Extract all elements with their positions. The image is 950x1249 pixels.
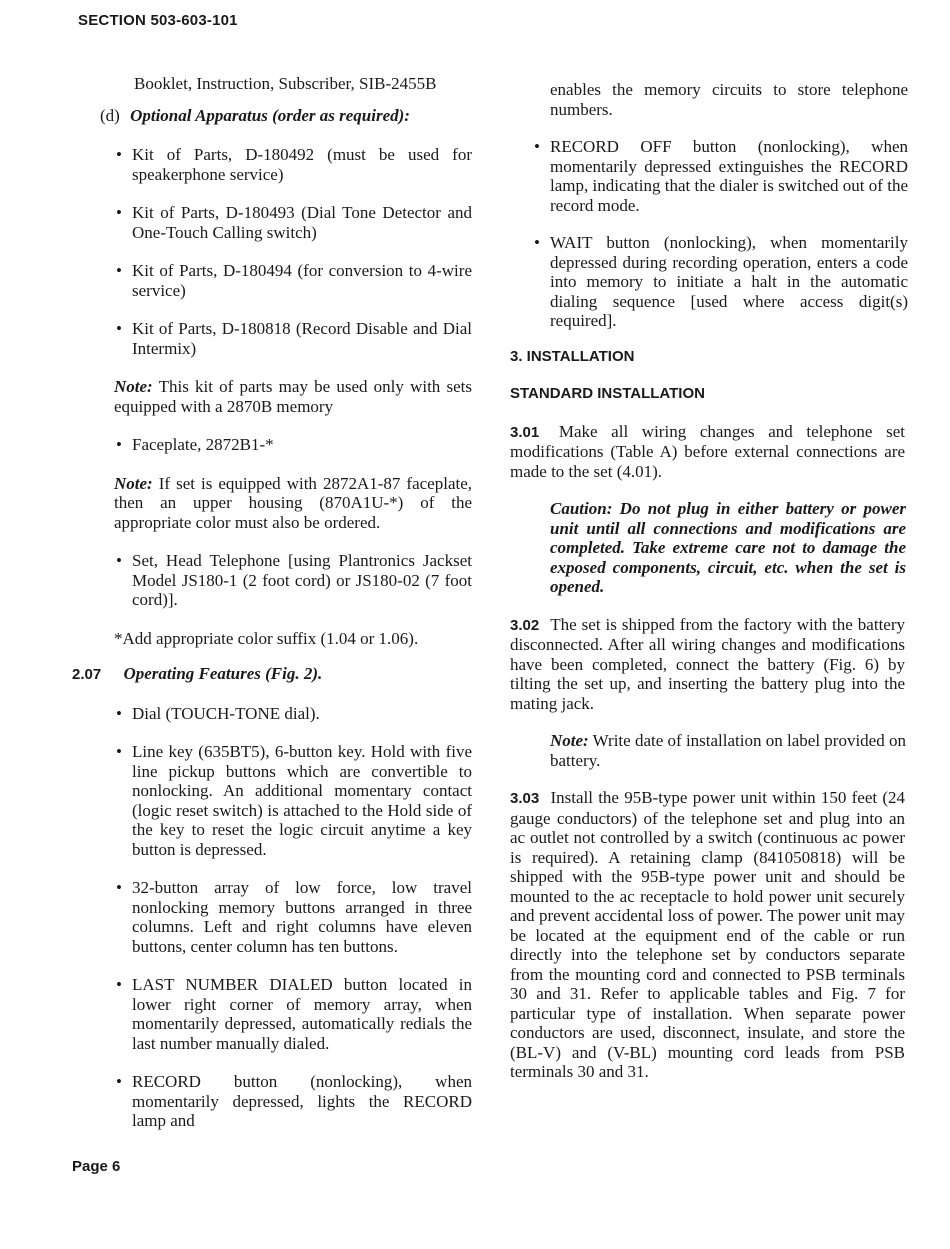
note-text: If set is equipped with 2872A1-87 faceplate, then an upper housing (870A1U-*) of the appropriate color must also be ordered.: [114, 473, 473, 532]
left-column: [72, 74, 482, 1131]
paragraph-3-03: [510, 788, 905, 1082]
paragraph-text: Make all wiring changes and telephone set modifications (Table A) before external connections are made to the set (4.01).: [510, 421, 905, 481]
caution-label: Caution:: [550, 499, 613, 518]
feature-item: • Line key (635BT5), 6-button key. Hold with five line pickup buttons which are convertible to nonlocking. An additional momentary contact (logic reset switch) is attached to the Hold side of the key to reset the logic circuit anytime a key button is depressed.: [114, 742, 472, 859]
optional-apparatus-heading: [100, 106, 482, 126]
kit-item: • Kit of Parts, D-180494 (for conversion to 4-wire service): [114, 261, 472, 300]
paragraph-number: 3.02: [510, 616, 540, 634]
continued-text: enables the memory circuits to store telephone numbers.: [550, 80, 908, 119]
paragraph-number: 3.01: [510, 423, 540, 441]
note-label: Note:: [114, 377, 153, 396]
caution-text: Do not plug in either battery or power unit until all connections and modifications are completed. Take extreme care not to damage the exposed components, circuit, etc. when the set is opened.: [550, 499, 907, 596]
note-label: Note:: [550, 731, 589, 750]
kit-item: • Kit of Parts, D-180492 (must be used for speakerphone service): [114, 145, 472, 184]
paragraph-text: Install the 95B-type power unit within 150 feet (24 gauge conductors) of the telephone set and plug into an ac outlet not controlled by a switch (continuous ac power is required). A retaining clamp (841050818) will be shipped with the 95B-type power unit and should be mounted to the ac receptacle to hold power unit securely and prevent accidental loss of power. The power unit may be located at the equipment end of the cable or run directly into the telephone set by conductors separate from the mounting cord and connected to PSB terminals 30 and 31. Refer to applicable tables and Fig. 7 for particular type of installation. When separate power conductors are used, disconnect, insulate, and store the (BL-V) and (V-BL) mounting cord leads from PSB terminals 30 and 31.: [510, 788, 905, 1081]
paragraph-text: The set is shipped from the factory with the battery disconnected. After all wiring changes and modifications have been completed, connect the battery (Fig. 6) by tilting the set up, and inserting the battery plug into the mating jack.: [510, 614, 905, 713]
note-text: This kit of parts may be used only with sets equipped with a 2870B memory: [114, 377, 472, 416]
note-faceplate: [114, 474, 472, 533]
color-suffix-note: *Add appropriate color suffix (1.04 or 1.06).: [114, 628, 419, 648]
paragraph-number: 3.03: [510, 790, 540, 807]
feature-item: • WAIT button (nonlocking), when momentarily depressed during recording operation, enters a code into memory to initiate a halt in the automatic dialing sequence [used where access digit(s) required].: [532, 233, 908, 331]
feature-item: • RECORD button (nonlocking), when momentarily depressed, lights the RECORD lamp and: [114, 1072, 472, 1131]
feature-item: • RECORD OFF button (nonlocking), when momentarily depressed extinguishes the RECORD lamp, indicating that the dialer is switched out of the record mode.: [532, 137, 908, 215]
note-text: Write date of installation on label provided on battery.: [550, 731, 906, 770]
booklet-line: Booklet, Instruction, Subscriber, SIB-2455B: [134, 74, 437, 93]
optional-title: Optional Apparatus (order as required):: [130, 105, 410, 125]
installation-heading: 3. INSTALLATION: [510, 347, 635, 365]
note-label: Note:: [114, 473, 153, 493]
page-header: SECTION 503-603-101: [78, 12, 238, 29]
note-kit: [114, 377, 472, 416]
standard-installation-heading: STANDARD INSTALLATION: [510, 385, 705, 402]
kit-item: • Kit of Parts, D-180493 (Dial Tone Detector and One-Touch Calling switch): [114, 203, 472, 242]
feature-item: • 32-button array of low force, low travel nonlocking memory buttons arranged in three columns. Left and right columns have eleven buttons, center column has ten buttons.: [114, 878, 472, 956]
paragraph-3-02: [510, 615, 905, 714]
paragraph-3-01: [510, 422, 905, 482]
page-footer: Page 6: [72, 1158, 121, 1175]
caution-block: [550, 499, 906, 597]
operating-features-title: Operating Features (Fig. 2).: [123, 664, 323, 683]
note-battery: [550, 731, 906, 770]
right-column: [510, 80, 910, 1082]
operating-features-heading: [72, 664, 482, 685]
feature-item: • Dial (TOUCH-TONE dial).: [114, 704, 472, 724]
kit-item: • Kit of Parts, D-180818 (Record Disable and Dial Intermix): [114, 319, 472, 358]
feature-item: • LAST NUMBER DIALED button located in lower right corner of memory array, when momentarily depressed, automatically redials the last number manually dialed.: [114, 975, 472, 1053]
faceplate-item: • Faceplate, 2872B1-*: [114, 435, 472, 455]
headset-item: • Set, Head Telephone [using Plantronics Jackset Model JS180-1 (2 foot cord) or JS180-02 (7 foot cord)].: [114, 551, 472, 610]
optional-label: (d): [100, 105, 120, 125]
section-number: 2.07: [72, 666, 102, 683]
